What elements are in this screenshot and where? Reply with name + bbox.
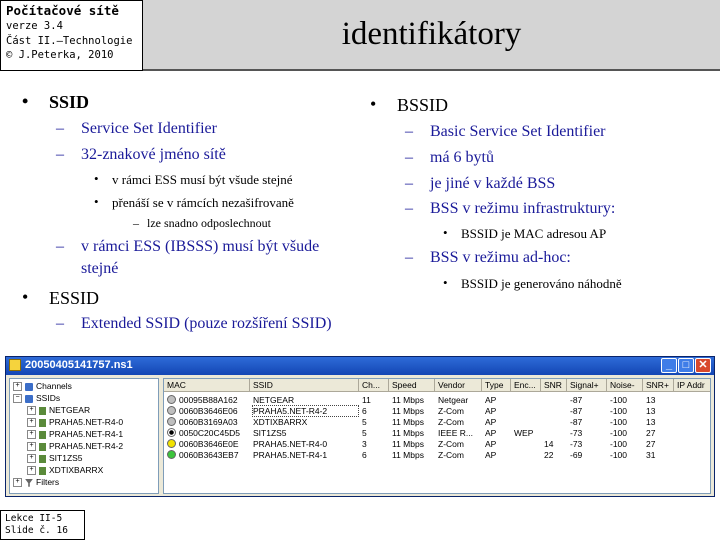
tree-item-label: SSIDs bbox=[36, 393, 61, 403]
course-copyright: © J.Peterka, 2010 bbox=[6, 49, 114, 61]
ssid-sub3-line1: v rámci ESS (IBSSS) musí být všude bbox=[81, 238, 320, 255]
table-cell: -69 bbox=[570, 450, 583, 460]
expand-toggle[interactable]: + bbox=[27, 406, 36, 415]
tree-item[interactable] bbox=[27, 417, 123, 428]
table-cell: 13 bbox=[646, 406, 656, 416]
app-icon bbox=[9, 359, 21, 371]
expand-toggle[interactable]: + bbox=[27, 442, 36, 451]
minimize-button[interactable]: _ bbox=[661, 358, 677, 373]
ssid-sub2-b-text: přenáší se v rámcích nezašifrovaně bbox=[112, 195, 294, 210]
expand-toggle[interactable]: + bbox=[27, 430, 36, 439]
table-cell: -100 bbox=[610, 406, 628, 416]
tree-item-label: XDTIXBARRX bbox=[49, 465, 104, 475]
tree-item[interactable] bbox=[13, 393, 60, 404]
table-cell: Netgear bbox=[438, 395, 469, 405]
table-cell: 11 bbox=[362, 395, 371, 405]
netstumbler-window bbox=[5, 356, 715, 497]
ssid-icon bbox=[25, 395, 33, 403]
table-cell bbox=[514, 406, 540, 416]
filter-icon bbox=[25, 479, 33, 487]
table-cell bbox=[544, 395, 566, 405]
ssid-sub1: – Service Set Identifier bbox=[56, 120, 217, 137]
table-cell: -73 bbox=[570, 439, 583, 449]
course-title: Počítačové sítě bbox=[6, 3, 119, 18]
column-header[interactable]: Type bbox=[482, 379, 511, 392]
column-header[interactable]: SNR bbox=[541, 379, 567, 392]
column-header[interactable]: Speed bbox=[389, 379, 435, 392]
table-cell: -100 bbox=[610, 417, 628, 427]
expand-toggle[interactable]: − bbox=[13, 394, 22, 403]
table-cell: 27 bbox=[646, 439, 656, 449]
table-cell bbox=[514, 439, 540, 449]
table-cell: Z-Com bbox=[438, 450, 464, 460]
table-cell: 11 Mbps bbox=[392, 395, 424, 405]
ssid-sub2-text: 32-znakové jméno sítě bbox=[81, 146, 226, 163]
table-cell: AP bbox=[485, 450, 497, 460]
column-header[interactable]: SNR+ bbox=[643, 379, 674, 392]
bssid-sub2-text: má 6 bytů bbox=[430, 149, 494, 166]
table-cell: AP bbox=[485, 428, 497, 438]
bssid-sub5-a: • BSSID je generováno náhodně bbox=[443, 275, 622, 291]
table-cell: 11 Mbps bbox=[392, 450, 424, 460]
slide-number: Slide č. 16 bbox=[5, 525, 68, 536]
signal-status-icon bbox=[167, 439, 176, 448]
maximize-button[interactable]: □ bbox=[678, 358, 694, 373]
tree-item-label: PRAHA5.NET-R4-0 bbox=[49, 417, 124, 427]
tree-item-label: PRAHA5.NET-R4-2 bbox=[49, 441, 124, 451]
table-cell: 14 bbox=[544, 439, 554, 449]
course-version: verze 3.4 bbox=[6, 20, 63, 32]
bssid-sub4-text: BSS v režimu infrastruktury: bbox=[430, 200, 616, 217]
bssid-sub1-text: Basic Service Set Identifier bbox=[430, 123, 606, 140]
tree-item[interactable] bbox=[27, 465, 103, 476]
bssid-sub4: – BSS v režimu infrastruktury: bbox=[405, 200, 616, 217]
ssid-sub3-line2: stejné bbox=[81, 260, 119, 277]
bssid-sub3-text: je jiné v každé BSS bbox=[430, 175, 556, 192]
table-cell: -100 bbox=[610, 395, 628, 405]
tree-item-label: NETGEAR bbox=[49, 405, 91, 415]
ap-table[interactable] bbox=[163, 378, 711, 494]
table-cell: -87 bbox=[570, 395, 583, 405]
table-cell: WEP bbox=[514, 428, 534, 438]
signal-status-icon bbox=[167, 417, 176, 426]
expand-toggle[interactable]: + bbox=[27, 454, 36, 463]
table-cell: Z-Com bbox=[438, 406, 464, 416]
lesson-info-box bbox=[0, 510, 85, 540]
table-cell: AP bbox=[485, 439, 497, 449]
signal-status-icon bbox=[167, 395, 176, 404]
table-cell: 5 bbox=[362, 428, 367, 438]
tree-item-label: PRAHA5.NET-R4-1 bbox=[49, 429, 124, 439]
table-cell: AP bbox=[485, 406, 497, 416]
signal-status-icon bbox=[167, 450, 176, 459]
tree-item[interactable] bbox=[27, 441, 123, 452]
table-cell bbox=[514, 417, 540, 427]
tree-item[interactable] bbox=[27, 429, 123, 440]
ap-icon bbox=[39, 419, 46, 427]
table-cell bbox=[677, 428, 711, 438]
expand-toggle[interactable]: + bbox=[13, 478, 22, 487]
table-cell: PRAHA5.NET-R4-0 bbox=[253, 439, 328, 449]
table-cell: 11 Mbps bbox=[392, 428, 424, 438]
table-cell: -87 bbox=[570, 406, 583, 416]
ap-icon bbox=[39, 455, 46, 463]
tree-item-label: Filters bbox=[36, 477, 60, 487]
table-cell: -100 bbox=[610, 450, 628, 460]
table-cell: 3 bbox=[362, 439, 367, 449]
bssid-sub5: – BSS v režimu ad-hoc: bbox=[405, 249, 571, 266]
bullet-ssid-text: SSID bbox=[49, 92, 90, 112]
tree-item-label: Channels bbox=[36, 381, 72, 391]
bssid-sub5-text: BSS v režimu ad-hoc: bbox=[430, 249, 571, 266]
ssid-sub2: – 32-znakové jméno sítě bbox=[56, 146, 226, 163]
table-cell: 22 bbox=[544, 450, 554, 460]
table-cell bbox=[544, 428, 566, 438]
ssid-sub3-cont bbox=[81, 260, 118, 278]
table-cell: 13 bbox=[646, 395, 656, 405]
signal-status-icon bbox=[167, 406, 176, 415]
ap-icon bbox=[39, 443, 46, 451]
tree-item[interactable] bbox=[13, 477, 59, 488]
window-title: 20050405141757.ns1 bbox=[25, 359, 133, 371]
table-cell bbox=[677, 439, 711, 449]
bullet-bssid-text: BSSID bbox=[397, 95, 449, 115]
table-cell: -87 bbox=[570, 417, 583, 427]
expand-toggle[interactable]: + bbox=[27, 418, 36, 427]
slide-title: identifikátory bbox=[341, 16, 522, 52]
close-button[interactable]: ✕ bbox=[695, 358, 711, 373]
bssid-sub1: – Basic Service Set Identifier bbox=[405, 123, 606, 140]
table-cell: 11 Mbps bbox=[392, 439, 424, 449]
table-cell bbox=[514, 395, 540, 405]
essid-sub1: – Extended SSID (pouze rozšíření SSID) bbox=[56, 315, 332, 332]
table-cell: 27 bbox=[646, 428, 656, 438]
bullet-bssid: • BSSID bbox=[370, 94, 449, 115]
table-cell: AP bbox=[485, 395, 497, 405]
course-info-box bbox=[0, 0, 143, 71]
column-header[interactable]: Noise- bbox=[607, 379, 643, 392]
ssid-sub2-b-i: – lze snadno odposlechnout bbox=[133, 216, 271, 230]
ap-icon bbox=[39, 407, 46, 415]
table-cell: IEEE R... bbox=[438, 428, 473, 438]
table-cell: AP bbox=[485, 417, 497, 427]
table-cell: PRAHA5.NET-R4-1 bbox=[253, 450, 328, 460]
bssid-sub4-a: • BSSID je MAC adresou AP bbox=[443, 225, 607, 241]
table-cell: -100 bbox=[610, 428, 628, 438]
table-cell: 5 bbox=[362, 417, 367, 427]
signal-status-icon bbox=[167, 428, 176, 437]
table-cell: 11 Mbps bbox=[392, 406, 424, 416]
table-cell: Z-Com bbox=[438, 417, 464, 427]
table-cell: Z-Com bbox=[438, 439, 464, 449]
table-cell: 11 Mbps bbox=[392, 417, 424, 427]
bullet-ssid: • SSID bbox=[22, 91, 90, 112]
expand-toggle[interactable]: + bbox=[13, 382, 22, 391]
table-cell bbox=[677, 417, 711, 427]
table-cell: 0060B3646E06 bbox=[179, 406, 238, 416]
table-cell: 6 bbox=[362, 450, 367, 460]
table-cell bbox=[677, 450, 711, 460]
column-header[interactable]: Signal+ bbox=[567, 379, 607, 392]
table-cell: 00095B88A162 bbox=[179, 395, 238, 405]
bullet-essid: • ESSID bbox=[22, 287, 100, 308]
channel-icon bbox=[25, 383, 33, 391]
table-cell: 31 bbox=[646, 450, 656, 460]
column-header[interactable]: Ch... bbox=[359, 379, 389, 392]
ssid-sub1-text: Service Set Identifier bbox=[81, 120, 217, 137]
table-cell: -100 bbox=[610, 439, 628, 449]
table-cell: -73 bbox=[570, 428, 583, 438]
bullet-essid-text: ESSID bbox=[49, 288, 100, 308]
window-titlebar[interactable] bbox=[6, 357, 714, 375]
tree-item[interactable] bbox=[27, 405, 90, 416]
ap-icon bbox=[39, 431, 46, 439]
bssid-sub2: – má 6 bytů bbox=[405, 149, 494, 166]
column-header[interactable]: MAC bbox=[164, 379, 250, 392]
table-cell bbox=[677, 395, 711, 405]
table-cell: 0050C20C45D5 bbox=[179, 428, 240, 438]
lesson-number: Lekce II-5 bbox=[5, 513, 63, 524]
ssid-sub2-a: • v rámci ESS musí být všude stejné bbox=[94, 171, 293, 187]
column-header[interactable]: Enc... bbox=[511, 379, 541, 392]
column-header[interactable]: Vendor bbox=[435, 379, 482, 392]
ssid-sub3: – v rámci ESS (IBSSS) musí být všude bbox=[56, 238, 320, 255]
table-cell: NETGEAR bbox=[253, 395, 295, 405]
bssid-sub5-a-text: BSSID je generováno náhodně bbox=[461, 276, 622, 291]
table-cell: 0060B3646E0E bbox=[179, 439, 239, 449]
table-cell: SIT1ZS5 bbox=[253, 428, 287, 438]
table-cell bbox=[514, 450, 540, 460]
bssid-sub3: – je jiné v každé BSS bbox=[405, 175, 556, 192]
ap-icon bbox=[39, 467, 46, 475]
column-header[interactable]: IP Addr bbox=[674, 379, 711, 392]
ssid-sub2-a-text: v rámci ESS musí být všude stejné bbox=[112, 172, 293, 187]
tree-item[interactable] bbox=[13, 381, 72, 392]
expand-toggle[interactable]: + bbox=[27, 466, 36, 475]
course-part: Část II.–Technologie bbox=[6, 34, 133, 47]
essid-sub1-text: Extended SSID (pouze rozšíření SSID) bbox=[81, 315, 332, 332]
table-cell: XDTIXBARRX bbox=[253, 417, 308, 427]
table-cell: 6 bbox=[362, 406, 367, 416]
table-cell: 0060B3169A03 bbox=[179, 417, 238, 427]
table-cell bbox=[544, 417, 566, 427]
ssid-sub2-b: • přenáší se v rámcích nezašifrovaně bbox=[94, 194, 294, 210]
tree-item-label: SIT1ZS5 bbox=[49, 453, 83, 463]
table-cell: PRAHA5.NET-R4-2 bbox=[253, 406, 358, 416]
table-cell: 0060B3643EB7 bbox=[179, 450, 239, 460]
column-header[interactable]: SSID bbox=[250, 379, 359, 392]
ssid-sub2-b-i-text: lze snadno odposlechnout bbox=[147, 216, 271, 230]
table-cell: 13 bbox=[646, 417, 656, 427]
tree-panel[interactable] bbox=[9, 378, 159, 494]
table-cell bbox=[677, 406, 711, 416]
table-cell bbox=[544, 406, 566, 416]
tree-item[interactable] bbox=[27, 453, 83, 464]
bssid-sub4-a-text: BSSID je MAC adresou AP bbox=[461, 226, 607, 241]
